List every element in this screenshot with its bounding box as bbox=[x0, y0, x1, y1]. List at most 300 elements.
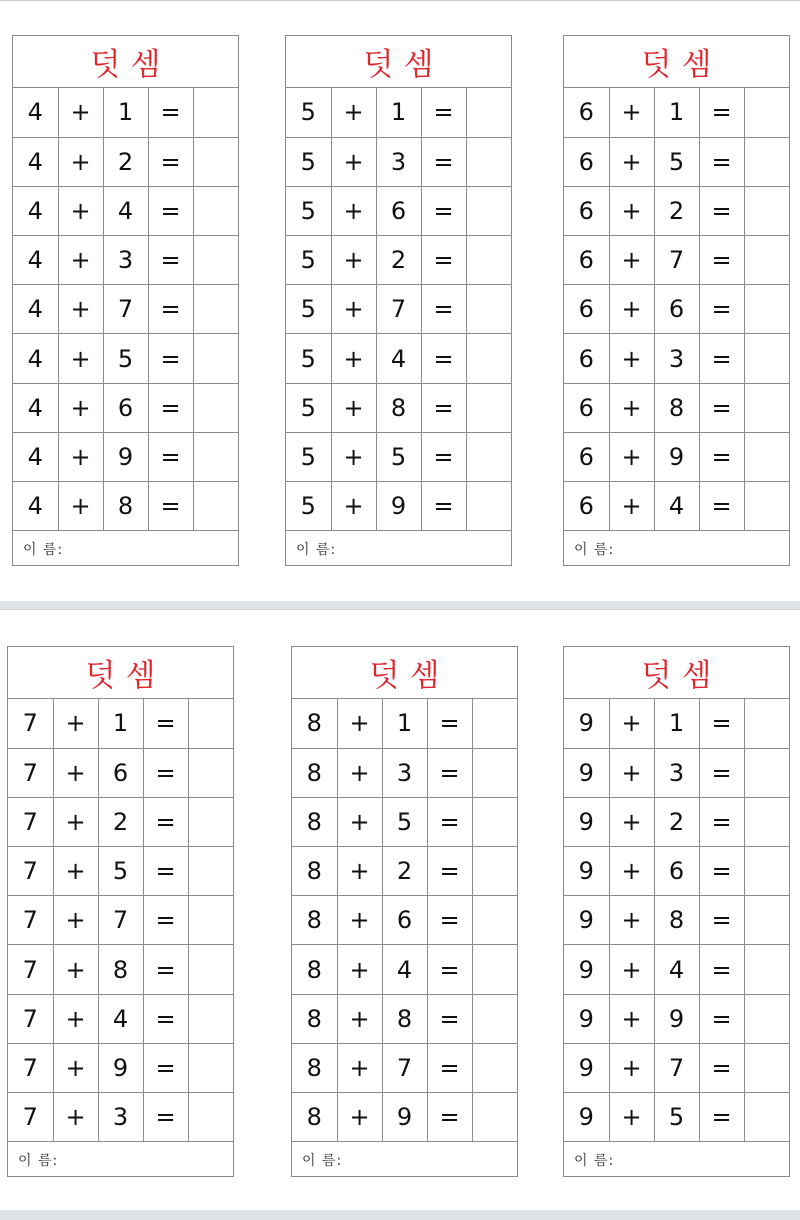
equals-sign: = bbox=[699, 994, 744, 1043]
answer-box[interactable] bbox=[193, 137, 238, 186]
plus-sign: + bbox=[337, 699, 382, 748]
plus-sign: + bbox=[609, 896, 654, 945]
name-field[interactable] bbox=[13, 531, 238, 567]
first-addend: 4 bbox=[13, 88, 58, 137]
equals-sign: = bbox=[427, 699, 472, 748]
problem-row bbox=[564, 236, 789, 285]
second-addend: 2 bbox=[98, 797, 143, 846]
equals-sign: = bbox=[699, 186, 744, 235]
second-addend: 7 bbox=[376, 285, 421, 334]
addition-card bbox=[563, 35, 790, 566]
answer-box[interactable] bbox=[744, 137, 789, 186]
first-addend: 9 bbox=[564, 847, 609, 896]
equals-sign: = bbox=[143, 945, 188, 994]
second-addend: 4 bbox=[376, 334, 421, 383]
problem-row bbox=[564, 1043, 789, 1092]
answer-box[interactable] bbox=[472, 847, 517, 896]
plus-sign: + bbox=[58, 285, 103, 334]
second-addend: 4 bbox=[98, 994, 143, 1043]
answer-box[interactable] bbox=[466, 285, 511, 334]
problem-row bbox=[13, 137, 238, 186]
problem-row bbox=[292, 797, 517, 846]
answer-box[interactable] bbox=[744, 945, 789, 994]
first-addend: 6 bbox=[564, 383, 609, 432]
answer-box[interactable] bbox=[472, 1043, 517, 1092]
plus-sign: + bbox=[53, 945, 98, 994]
answer-box[interactable] bbox=[744, 236, 789, 285]
plus-sign: + bbox=[53, 797, 98, 846]
problem-row bbox=[8, 994, 233, 1043]
plus-sign: + bbox=[331, 285, 376, 334]
answer-box[interactable] bbox=[466, 383, 511, 432]
first-addend: 5 bbox=[286, 137, 331, 186]
answer-box[interactable] bbox=[744, 748, 789, 797]
second-addend: 5 bbox=[376, 432, 421, 481]
plus-sign: + bbox=[609, 748, 654, 797]
second-addend: 9 bbox=[103, 432, 148, 481]
first-addend: 6 bbox=[564, 432, 609, 481]
answer-box[interactable] bbox=[193, 88, 238, 137]
problem-row bbox=[286, 236, 511, 285]
equals-sign: = bbox=[699, 797, 744, 846]
name-field[interactable] bbox=[286, 531, 511, 567]
second-addend: 1 bbox=[382, 699, 427, 748]
equals-sign: = bbox=[421, 482, 466, 531]
addition-card bbox=[563, 646, 790, 1177]
second-addend: 2 bbox=[103, 137, 148, 186]
card-title: 덧셈 bbox=[564, 647, 789, 699]
second-addend: 3 bbox=[103, 236, 148, 285]
answer-box[interactable] bbox=[472, 994, 517, 1043]
problem-row bbox=[13, 383, 238, 432]
first-addend: 8 bbox=[292, 945, 337, 994]
answer-box[interactable] bbox=[472, 1093, 517, 1142]
second-addend: 3 bbox=[98, 1093, 143, 1142]
answer-box[interactable] bbox=[466, 334, 511, 383]
problem-row bbox=[13, 482, 238, 531]
answer-box[interactable] bbox=[193, 334, 238, 383]
problem-row bbox=[286, 383, 511, 432]
first-addend: 5 bbox=[286, 186, 331, 235]
problem-table bbox=[292, 699, 517, 1142]
problem-row bbox=[292, 994, 517, 1043]
problem-row bbox=[8, 1093, 233, 1142]
problem-row bbox=[13, 285, 238, 334]
second-addend: 3 bbox=[654, 748, 699, 797]
plus-sign: + bbox=[331, 186, 376, 235]
equals-sign: = bbox=[421, 432, 466, 481]
answer-box[interactable] bbox=[466, 482, 511, 531]
answer-box[interactable] bbox=[193, 186, 238, 235]
first-addend: 5 bbox=[286, 482, 331, 531]
second-addend: 4 bbox=[654, 482, 699, 531]
plus-sign: + bbox=[609, 186, 654, 235]
plus-sign: + bbox=[609, 383, 654, 432]
equals-sign: = bbox=[427, 1043, 472, 1092]
answer-box[interactable] bbox=[744, 432, 789, 481]
second-addend: 2 bbox=[382, 847, 427, 896]
second-addend: 3 bbox=[376, 137, 421, 186]
plus-sign: + bbox=[337, 797, 382, 846]
equals-sign: = bbox=[143, 1093, 188, 1142]
plus-sign: + bbox=[331, 482, 376, 531]
equals-sign: = bbox=[143, 748, 188, 797]
answer-box[interactable] bbox=[188, 994, 233, 1043]
problem-row bbox=[564, 334, 789, 383]
answer-box[interactable] bbox=[466, 186, 511, 235]
plus-sign: + bbox=[53, 1093, 98, 1142]
first-addend: 4 bbox=[13, 383, 58, 432]
second-addend: 5 bbox=[103, 334, 148, 383]
second-addend: 5 bbox=[654, 1093, 699, 1142]
equals-sign: = bbox=[148, 88, 193, 137]
problem-row bbox=[8, 896, 233, 945]
equals-sign: = bbox=[427, 945, 472, 994]
second-addend: 1 bbox=[654, 88, 699, 137]
problem-row bbox=[13, 334, 238, 383]
answer-box[interactable] bbox=[466, 432, 511, 481]
equals-sign: = bbox=[699, 1093, 744, 1142]
plus-sign: + bbox=[58, 383, 103, 432]
name-field[interactable] bbox=[564, 531, 789, 567]
first-addend: 8 bbox=[292, 699, 337, 748]
second-addend: 1 bbox=[103, 88, 148, 137]
problem-row bbox=[292, 1093, 517, 1142]
first-addend: 6 bbox=[564, 88, 609, 137]
first-addend: 9 bbox=[564, 945, 609, 994]
second-addend: 6 bbox=[382, 896, 427, 945]
plus-sign: + bbox=[609, 847, 654, 896]
first-addend: 5 bbox=[286, 334, 331, 383]
equals-sign: = bbox=[427, 994, 472, 1043]
second-addend: 7 bbox=[654, 1043, 699, 1092]
second-addend: 6 bbox=[103, 383, 148, 432]
answer-box[interactable] bbox=[744, 186, 789, 235]
problem-row bbox=[286, 334, 511, 383]
plus-sign: + bbox=[337, 994, 382, 1043]
second-addend: 2 bbox=[376, 236, 421, 285]
answer-box[interactable] bbox=[188, 1093, 233, 1142]
plus-sign: + bbox=[331, 137, 376, 186]
equals-sign: = bbox=[699, 699, 744, 748]
first-addend: 4 bbox=[13, 432, 58, 481]
first-addend: 7 bbox=[8, 896, 53, 945]
problem-row bbox=[8, 1043, 233, 1092]
plus-sign: + bbox=[609, 482, 654, 531]
problem-table bbox=[564, 699, 789, 1142]
second-addend: 3 bbox=[654, 334, 699, 383]
equals-sign: = bbox=[427, 748, 472, 797]
second-addend: 7 bbox=[382, 1043, 427, 1092]
plus-sign: + bbox=[53, 1043, 98, 1092]
problem-row bbox=[8, 797, 233, 846]
problem-table bbox=[286, 88, 511, 531]
plus-sign: + bbox=[58, 137, 103, 186]
equals-sign: = bbox=[699, 432, 744, 481]
equals-sign: = bbox=[699, 383, 744, 432]
equals-sign: = bbox=[427, 847, 472, 896]
equals-sign: = bbox=[427, 797, 472, 846]
first-addend: 4 bbox=[13, 285, 58, 334]
first-addend: 8 bbox=[292, 748, 337, 797]
problem-row bbox=[292, 945, 517, 994]
equals-sign: = bbox=[699, 137, 744, 186]
second-addend: 7 bbox=[654, 236, 699, 285]
plus-sign: + bbox=[337, 1043, 382, 1092]
second-addend: 8 bbox=[654, 383, 699, 432]
first-addend: 5 bbox=[286, 285, 331, 334]
equals-sign: = bbox=[143, 797, 188, 846]
first-addend: 9 bbox=[564, 1043, 609, 1092]
problem-row bbox=[286, 186, 511, 235]
addition-card bbox=[291, 646, 518, 1177]
answer-box[interactable] bbox=[193, 285, 238, 334]
answer-box[interactable] bbox=[188, 945, 233, 994]
answer-box[interactable] bbox=[188, 699, 233, 748]
first-addend: 7 bbox=[8, 1043, 53, 1092]
equals-sign: = bbox=[148, 383, 193, 432]
card-title: 덧셈 bbox=[292, 647, 517, 699]
first-addend: 6 bbox=[564, 236, 609, 285]
equals-sign: = bbox=[148, 137, 193, 186]
answer-box[interactable] bbox=[472, 748, 517, 797]
plus-sign: + bbox=[331, 383, 376, 432]
first-addend: 5 bbox=[286, 236, 331, 285]
answer-box[interactable] bbox=[188, 797, 233, 846]
answer-box[interactable] bbox=[744, 1043, 789, 1092]
equals-sign: = bbox=[148, 186, 193, 235]
problem-row bbox=[564, 945, 789, 994]
problem-row bbox=[564, 1093, 789, 1142]
problem-row bbox=[8, 945, 233, 994]
equals-sign: = bbox=[421, 186, 466, 235]
equals-sign: = bbox=[148, 236, 193, 285]
first-addend: 8 bbox=[292, 896, 337, 945]
addition-card bbox=[7, 646, 234, 1177]
answer-box[interactable] bbox=[472, 896, 517, 945]
answer-box[interactable] bbox=[744, 383, 789, 432]
answer-box[interactable] bbox=[744, 896, 789, 945]
equals-sign: = bbox=[421, 334, 466, 383]
plus-sign: + bbox=[609, 88, 654, 137]
equals-sign: = bbox=[421, 137, 466, 186]
answer-box[interactable] bbox=[744, 88, 789, 137]
problem-row bbox=[286, 285, 511, 334]
plus-sign: + bbox=[58, 186, 103, 235]
worksheet-page-top bbox=[0, 0, 800, 601]
name-label: 이 름: bbox=[23, 542, 64, 559]
first-addend: 4 bbox=[13, 236, 58, 285]
first-addend: 9 bbox=[564, 797, 609, 846]
plus-sign: + bbox=[53, 994, 98, 1043]
answer-box[interactable] bbox=[466, 88, 511, 137]
second-addend: 9 bbox=[654, 994, 699, 1043]
problem-row bbox=[564, 847, 789, 896]
second-addend: 6 bbox=[654, 847, 699, 896]
plus-sign: + bbox=[609, 137, 654, 186]
answer-box[interactable] bbox=[472, 945, 517, 994]
name-field[interactable] bbox=[8, 1142, 233, 1178]
answer-box[interactable] bbox=[188, 748, 233, 797]
first-addend: 5 bbox=[286, 88, 331, 137]
second-addend: 4 bbox=[654, 945, 699, 994]
answer-box[interactable] bbox=[744, 797, 789, 846]
first-addend: 6 bbox=[564, 482, 609, 531]
problem-row bbox=[564, 383, 789, 432]
first-addend: 5 bbox=[286, 432, 331, 481]
first-addend: 5 bbox=[286, 383, 331, 432]
problem-table bbox=[564, 88, 789, 531]
problem-row bbox=[292, 1043, 517, 1092]
problem-row bbox=[8, 699, 233, 748]
problem-row bbox=[292, 847, 517, 896]
problem-row bbox=[564, 137, 789, 186]
answer-box[interactable] bbox=[472, 699, 517, 748]
second-addend: 7 bbox=[98, 896, 143, 945]
first-addend: 7 bbox=[8, 797, 53, 846]
addition-card bbox=[285, 35, 512, 566]
answer-box[interactable] bbox=[744, 482, 789, 531]
equals-sign: = bbox=[148, 334, 193, 383]
first-addend: 8 bbox=[292, 994, 337, 1043]
plus-sign: + bbox=[337, 896, 382, 945]
plus-sign: + bbox=[58, 432, 103, 481]
worksheet-page-bottom bbox=[0, 609, 800, 1210]
plus-sign: + bbox=[609, 236, 654, 285]
answer-box[interactable] bbox=[744, 334, 789, 383]
plus-sign: + bbox=[58, 334, 103, 383]
problem-row bbox=[286, 482, 511, 531]
name-label: 이 름: bbox=[302, 1153, 343, 1170]
plus-sign: + bbox=[609, 285, 654, 334]
second-addend: 3 bbox=[382, 748, 427, 797]
first-addend: 9 bbox=[564, 1093, 609, 1142]
problem-row bbox=[564, 748, 789, 797]
answer-box[interactable] bbox=[466, 137, 511, 186]
plus-sign: + bbox=[53, 699, 98, 748]
answer-box[interactable] bbox=[193, 432, 238, 481]
equals-sign: = bbox=[421, 88, 466, 137]
name-label: 이 름: bbox=[574, 542, 615, 559]
second-addend: 5 bbox=[382, 797, 427, 846]
answer-box[interactable] bbox=[744, 1093, 789, 1142]
name-label: 이 름: bbox=[574, 1153, 615, 1170]
second-addend: 2 bbox=[654, 186, 699, 235]
problem-row bbox=[292, 748, 517, 797]
first-addend: 4 bbox=[13, 482, 58, 531]
answer-box[interactable] bbox=[744, 847, 789, 896]
second-addend: 7 bbox=[103, 285, 148, 334]
plus-sign: + bbox=[53, 748, 98, 797]
first-addend: 4 bbox=[13, 334, 58, 383]
second-addend: 1 bbox=[654, 699, 699, 748]
answer-box[interactable] bbox=[466, 236, 511, 285]
plus-sign: + bbox=[331, 432, 376, 481]
plus-sign: + bbox=[609, 334, 654, 383]
second-addend: 2 bbox=[654, 797, 699, 846]
answer-box[interactable] bbox=[193, 482, 238, 531]
problem-row bbox=[13, 186, 238, 235]
second-addend: 9 bbox=[382, 1093, 427, 1142]
card-title: 덧셈 bbox=[8, 647, 233, 699]
plus-sign: + bbox=[331, 236, 376, 285]
first-addend: 6 bbox=[564, 186, 609, 235]
name-label: 이 름: bbox=[296, 542, 337, 559]
problem-row bbox=[292, 896, 517, 945]
second-addend: 9 bbox=[376, 482, 421, 531]
second-addend: 6 bbox=[98, 748, 143, 797]
equals-sign: = bbox=[699, 945, 744, 994]
equals-sign: = bbox=[427, 1093, 472, 1142]
problem-row bbox=[564, 994, 789, 1043]
equals-sign: = bbox=[699, 748, 744, 797]
first-addend: 9 bbox=[564, 896, 609, 945]
second-addend: 5 bbox=[654, 137, 699, 186]
plus-sign: + bbox=[337, 1093, 382, 1142]
first-addend: 4 bbox=[13, 186, 58, 235]
second-addend: 1 bbox=[376, 88, 421, 137]
answer-box[interactable] bbox=[193, 383, 238, 432]
first-addend: 7 bbox=[8, 847, 53, 896]
equals-sign: = bbox=[699, 334, 744, 383]
problem-row bbox=[8, 748, 233, 797]
second-addend: 1 bbox=[98, 699, 143, 748]
plus-sign: + bbox=[609, 699, 654, 748]
name-field[interactable] bbox=[564, 1142, 789, 1178]
first-addend: 7 bbox=[8, 994, 53, 1043]
answer-box[interactable] bbox=[188, 1043, 233, 1092]
plus-sign: + bbox=[337, 847, 382, 896]
equals-sign: = bbox=[699, 482, 744, 531]
answer-box[interactable] bbox=[744, 699, 789, 748]
first-addend: 7 bbox=[8, 1093, 53, 1142]
card-title: 덧셈 bbox=[564, 36, 789, 88]
answer-box[interactable] bbox=[744, 285, 789, 334]
plus-sign: + bbox=[609, 945, 654, 994]
plus-sign: + bbox=[331, 334, 376, 383]
equals-sign: = bbox=[143, 847, 188, 896]
answer-box[interactable] bbox=[188, 847, 233, 896]
addition-card bbox=[12, 35, 239, 566]
first-addend: 8 bbox=[292, 1093, 337, 1142]
equals-sign: = bbox=[143, 1043, 188, 1092]
equals-sign: = bbox=[699, 896, 744, 945]
plus-sign: + bbox=[609, 432, 654, 481]
answer-box[interactable] bbox=[188, 896, 233, 945]
equals-sign: = bbox=[148, 482, 193, 531]
problem-row bbox=[564, 482, 789, 531]
answer-box[interactable] bbox=[744, 994, 789, 1043]
answer-box[interactable] bbox=[193, 236, 238, 285]
first-addend: 6 bbox=[564, 334, 609, 383]
first-addend: 9 bbox=[564, 994, 609, 1043]
name-field[interactable] bbox=[292, 1142, 517, 1178]
problem-row bbox=[564, 432, 789, 481]
equals-sign: = bbox=[421, 236, 466, 285]
answer-box[interactable] bbox=[472, 797, 517, 846]
second-addend: 8 bbox=[382, 994, 427, 1043]
problem-row bbox=[564, 896, 789, 945]
problem-row bbox=[564, 285, 789, 334]
plus-sign: + bbox=[609, 797, 654, 846]
card-title: 덧셈 bbox=[13, 36, 238, 88]
equals-sign: = bbox=[143, 699, 188, 748]
plus-sign: + bbox=[58, 88, 103, 137]
equals-sign: = bbox=[143, 994, 188, 1043]
first-addend: 8 bbox=[292, 847, 337, 896]
second-addend: 5 bbox=[98, 847, 143, 896]
equals-sign: = bbox=[421, 285, 466, 334]
